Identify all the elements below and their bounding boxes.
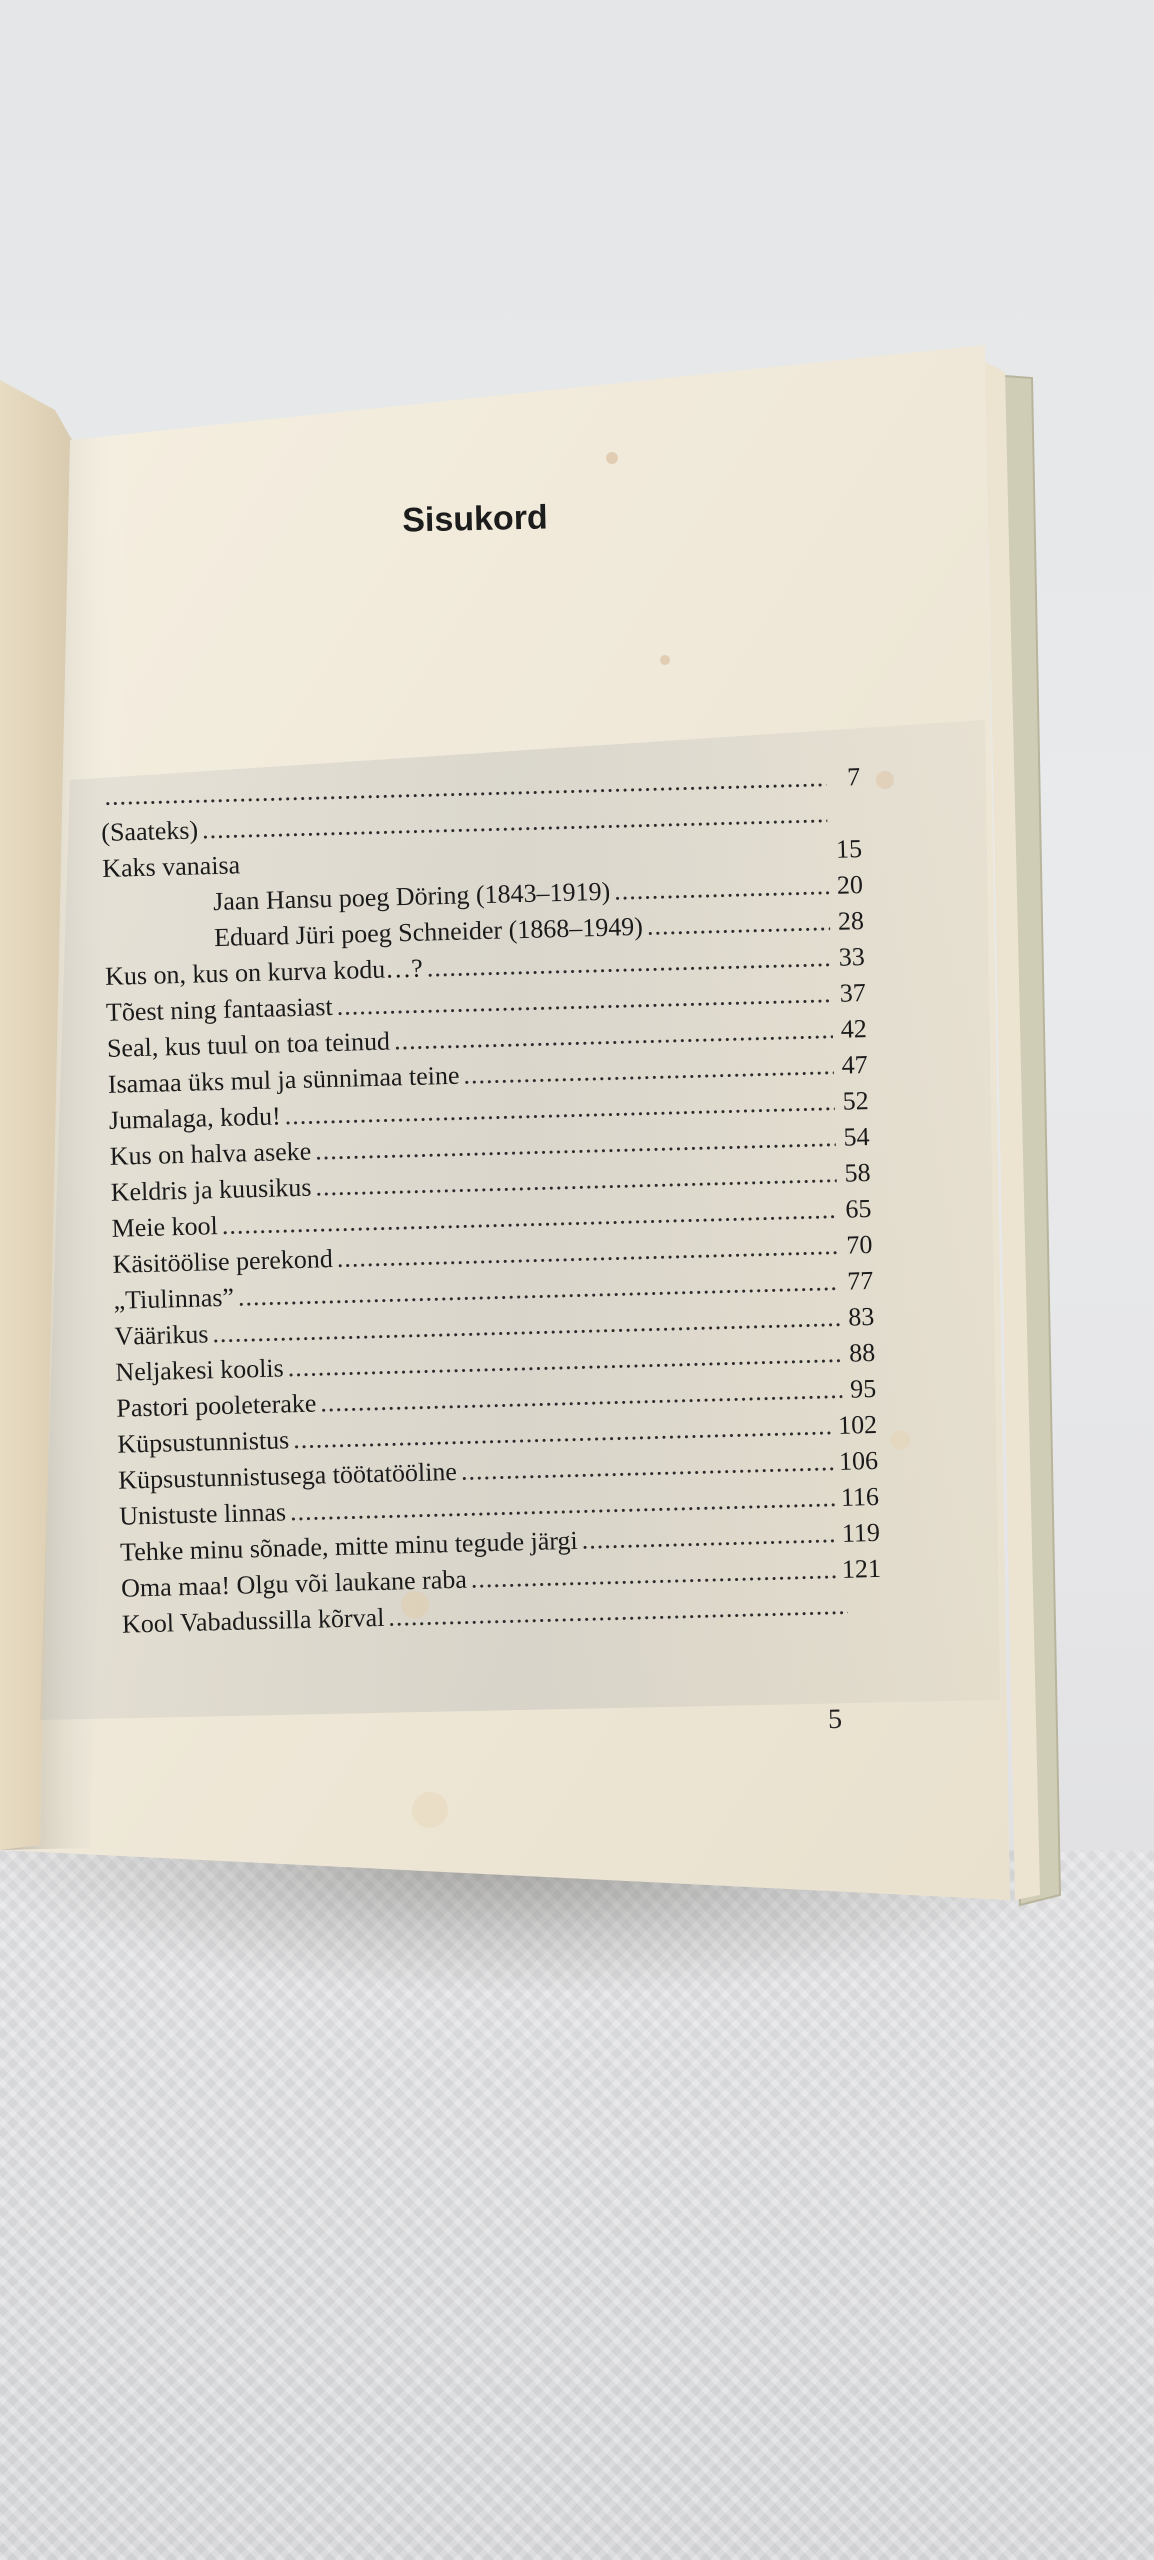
toc-entry-page: 70 <box>845 1229 873 1260</box>
page-stain <box>876 771 894 789</box>
toc-entry-label: Oma maa! Olgu või laukane raba <box>120 1564 468 1603</box>
page-number: 5 <box>827 1703 843 1736</box>
toc-entry-page: 20 <box>836 870 864 900</box>
page-stain <box>606 452 618 464</box>
toc-entry-page: 95 <box>849 1373 877 1404</box>
toc-entry-label: Küpsustunnistus <box>116 1425 290 1459</box>
toc-entry-page <box>852 1613 882 1614</box>
page-stain <box>890 1430 910 1450</box>
toc-entry-label: Keldris ja kuusikus <box>110 1172 312 1207</box>
toc-entry-page: 106 <box>838 1445 879 1476</box>
toc-entry-page: 47 <box>841 1050 869 1080</box>
toc-entry-label: Isamaa üks mul ja sünnimaa teine <box>107 1060 460 1099</box>
toc-leader-dots <box>614 871 830 907</box>
toc-entry-label: Eduard Jüri poeg Schneider (1868–1949) <box>213 911 644 953</box>
toc-entry-label: Jumalaga, kodu! <box>108 1101 282 1135</box>
toc-entry-page: 28 <box>837 906 865 936</box>
page-stain <box>412 1792 448 1828</box>
toc-entry-label: Jaan Hansu poeg Döring (1843–1919) <box>212 876 611 917</box>
toc-entry-page: 58 <box>844 1157 871 1188</box>
toc-entry-label: Meie kool <box>111 1211 219 1243</box>
toc-entry-label: (Saateks) <box>100 815 199 847</box>
toc-entry-label: Neljakesi koolis <box>115 1353 285 1387</box>
toc-entry-label: Tõest ning fantaasiast <box>105 991 334 1027</box>
toc-entry-label: Käsitöölise perekond <box>112 1244 334 1279</box>
toc-leader-dots <box>646 907 830 942</box>
toc-entry-label: Tehke minu sõnade, mitte minu tegude järgi <box>119 1525 579 1567</box>
toc-entry-page: 77 <box>846 1265 874 1296</box>
toc-entry-page: 65 <box>845 1193 872 1224</box>
toc-entry-label: Väärikus <box>114 1319 209 1351</box>
toc-entry-page: 52 <box>842 1085 869 1116</box>
toc-entry-page: 116 <box>840 1481 880 1512</box>
toc-entry-label: Unistuste linnas <box>118 1497 287 1531</box>
toc-entry-page: 37 <box>839 978 867 1008</box>
toc-entry-page <box>831 821 861 822</box>
toc-entry-label: Kus on, kus on kurva kodu…? <box>104 953 424 991</box>
toc-entry-page: 121 <box>841 1553 882 1584</box>
toc-entry-page: 102 <box>837 1409 878 1440</box>
toc-entry-page: 7 <box>846 762 861 792</box>
toc-entry-label: Kaks vanaisa <box>101 850 241 883</box>
toc-entry-page: 54 <box>843 1121 870 1152</box>
toc-entry-page: 83 <box>847 1301 875 1332</box>
toc-entry-label: „Tiulinnas” <box>113 1282 235 1315</box>
toc-entry-label: Kool Vabadussilla kõrval <box>121 1602 385 1639</box>
toc-title: Sisukord <box>401 498 549 540</box>
toc-entry-label: Seal, kus tuul on toa teinud <box>106 1026 391 1063</box>
toc-entry-label: Kus on halva aseke <box>109 1136 312 1171</box>
table-of-contents <box>100 762 882 1646</box>
toc-entry-page: 119 <box>841 1517 881 1548</box>
page-stain <box>660 655 670 665</box>
toc-entry-page: 33 <box>838 942 866 972</box>
toc-leader-dots <box>581 1519 838 1556</box>
toc-entry-page: 15 <box>835 834 863 864</box>
toc-entry-label: Küpsustunnistusega töötatööline <box>117 1456 458 1495</box>
toc-entry-label: Pastori pooleterake <box>116 1388 317 1423</box>
toc-entry-page: 42 <box>840 1014 868 1044</box>
toc-entry-page: 88 <box>848 1337 876 1368</box>
